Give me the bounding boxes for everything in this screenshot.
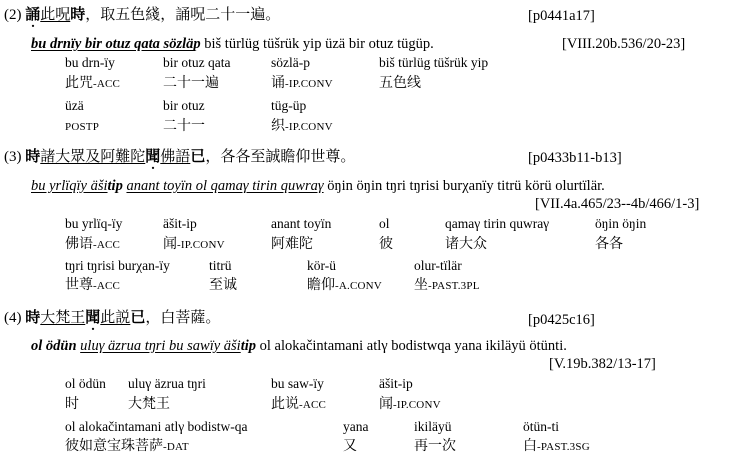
gloss-word: ol ödün bbox=[65, 376, 106, 391]
gloss-word: tüg-üp bbox=[271, 98, 307, 113]
gloss-word: qamaγ tirin quwraγ bbox=[445, 216, 550, 231]
chinese-bold-char: 時 bbox=[25, 149, 41, 165]
gloss-translation: 彼如意宝珠菩萨-DAT bbox=[65, 439, 189, 454]
gloss-translation: 此说-ACC bbox=[271, 397, 327, 412]
gloss-translation: 诸大众 bbox=[445, 237, 487, 252]
chinese-bold-char: 時 bbox=[25, 310, 41, 326]
old-uyghur-bold: p bbox=[193, 36, 201, 52]
gloss-translation: 阿难陀 bbox=[271, 237, 313, 252]
example-3-chinese-line bbox=[4, 150, 355, 165]
gloss-translation: 佛语-ACC bbox=[65, 237, 121, 252]
chinese-underlined-text: 此説 bbox=[100, 310, 131, 326]
chinese-bold-char: 已 bbox=[130, 310, 146, 326]
gloss-translation: 再一次 bbox=[414, 439, 456, 454]
chinese-bold-char: 誦 bbox=[25, 7, 41, 23]
gloss-word: uluγ äzrua tŋri bbox=[128, 376, 206, 391]
uyghur-source-reference: [VII.4a.465/23--4b/466/1-3] bbox=[535, 196, 700, 212]
gloss-translation: 二十一 bbox=[163, 119, 205, 134]
source-reference: [p0433b11-b13] bbox=[528, 150, 622, 166]
example-number: (3) bbox=[4, 149, 22, 165]
uyghur-source-reference: [VIII.20b.536/20-23] bbox=[562, 36, 686, 52]
example-number: (4) bbox=[4, 310, 22, 326]
example-4-chinese-line bbox=[4, 311, 220, 326]
gloss-word: yana bbox=[343, 419, 369, 434]
gloss-word: ol alokačintamani atlγ bodistw-qa bbox=[65, 419, 248, 434]
gloss-word: äšit-ip bbox=[163, 216, 197, 231]
gloss-translation: 世尊-ACC bbox=[65, 278, 121, 293]
example-3-old-uyghur-line bbox=[31, 179, 605, 194]
old-uyghur-underlined: uluγ äzrua tŋri bu sawïy äši bbox=[80, 338, 241, 354]
gloss-translation: 坐-PAST.3PL bbox=[414, 278, 480, 293]
gloss-translation: 织-IP.CONV bbox=[271, 119, 333, 134]
old-uyghur-text: öŋin öŋin tŋri tŋrisi burχanïy titrü körü olurtïlär. bbox=[323, 178, 605, 194]
gloss-word: ikiläyü bbox=[414, 419, 452, 434]
old-uyghur-underlined: bu drnïy bir otuz qata sözlä bbox=[31, 36, 194, 52]
chinese-underlined-text: 佛語 bbox=[160, 149, 191, 165]
gloss-tag: POSTP bbox=[65, 121, 100, 133]
old-uyghur-text: ol alokačintamani atlγ bodistwqa yana ikiläyü ötünti. bbox=[256, 338, 567, 354]
chinese-bold-char: 聞 bbox=[145, 149, 161, 165]
gloss-word: titrü bbox=[209, 258, 232, 273]
chinese-text: ，取五色綫，誦呪二十一遍。 bbox=[85, 7, 281, 23]
gloss-word: bu yrlïq-ïy bbox=[65, 216, 123, 231]
chinese-underlined-text: 大梵王 bbox=[40, 310, 86, 326]
gloss-word: bu saw-ïy bbox=[271, 376, 324, 391]
gloss-translation: 闻-IP.CONV bbox=[379, 397, 441, 412]
old-uyghur-bold: tip bbox=[107, 178, 123, 194]
gloss-word: bu drn-ïy bbox=[65, 55, 115, 70]
gloss-word: ol bbox=[379, 216, 390, 231]
gloss-word: äšit-ip bbox=[379, 376, 413, 391]
chinese-underlined-text: 諸大眾及阿難陀 bbox=[40, 149, 146, 165]
example-number: (2) bbox=[4, 7, 22, 23]
chinese-bold-char: 聞 bbox=[85, 310, 101, 326]
uyghur-source-reference: [V.19b.382/13-17] bbox=[549, 356, 656, 372]
gloss-translation: 二十一遍 bbox=[163, 76, 219, 91]
gloss-word: ötün-ti bbox=[523, 419, 559, 434]
gloss-translation: 大梵王 bbox=[128, 397, 170, 412]
chinese-text: ，各各至誠瞻仰世尊。 bbox=[205, 149, 356, 165]
gloss-translation: 闻-IP.CONV bbox=[163, 237, 225, 252]
gloss-word: sözlä-p bbox=[271, 55, 310, 70]
gloss-word: olur-tïlär bbox=[414, 258, 462, 273]
gloss-word: üzä bbox=[65, 98, 84, 113]
chinese-bold-char: 已 bbox=[190, 149, 206, 165]
example-2-old-uyghur-line bbox=[31, 37, 434, 52]
gloss-translation: 五色线 bbox=[379, 76, 421, 91]
old-uyghur-bold: ol ödün bbox=[31, 338, 77, 354]
gloss-word: bir otuz bbox=[163, 98, 205, 113]
gloss-translation: 诵-IP.CONV bbox=[271, 76, 333, 91]
gloss-translation: 此咒-ACC bbox=[65, 76, 121, 91]
gloss-translation: 瞻仰-A.CONV bbox=[307, 278, 382, 293]
chinese-bold-char: 時 bbox=[70, 7, 86, 23]
old-uyghur-underlined: bu yrlïqïy äši bbox=[31, 178, 108, 194]
gloss-translation: 白-PAST.3SG bbox=[523, 439, 590, 454]
old-uyghur-underlined: anant toyïn ol qamaγ tirin quwraγ bbox=[126, 178, 324, 194]
source-reference: [p0441a17] bbox=[528, 8, 595, 24]
old-uyghur-bold: tip bbox=[240, 338, 257, 354]
gloss-translation: 时 bbox=[65, 397, 79, 412]
example-2-chinese-line bbox=[4, 8, 280, 23]
source-reference: [p0425c16] bbox=[528, 312, 595, 328]
gloss-translation: 又 bbox=[343, 439, 357, 454]
gloss-word: bir otuz qata bbox=[163, 55, 231, 70]
gloss-word: biš türlüg tüšrük yip bbox=[379, 55, 489, 70]
gloss-word: tŋri tŋrisi burχan-ïy bbox=[65, 258, 170, 273]
chinese-underlined-text: 此呪 bbox=[40, 7, 71, 23]
gloss-translation: 彼 bbox=[379, 237, 393, 252]
gloss-word: anant toyïn bbox=[271, 216, 332, 231]
example-4-old-uyghur-line bbox=[31, 339, 567, 354]
old-uyghur-text: biš türlüg tüšrük yip üzä bir otuz tügüp. bbox=[200, 36, 434, 52]
chinese-text: ，白菩薩。 bbox=[145, 310, 221, 326]
gloss-translation: 各各 bbox=[595, 237, 623, 252]
gloss-word: öŋin öŋin bbox=[595, 216, 647, 231]
gloss-translation: 至诚 bbox=[209, 278, 237, 293]
gloss-word: kör-ü bbox=[307, 258, 336, 273]
